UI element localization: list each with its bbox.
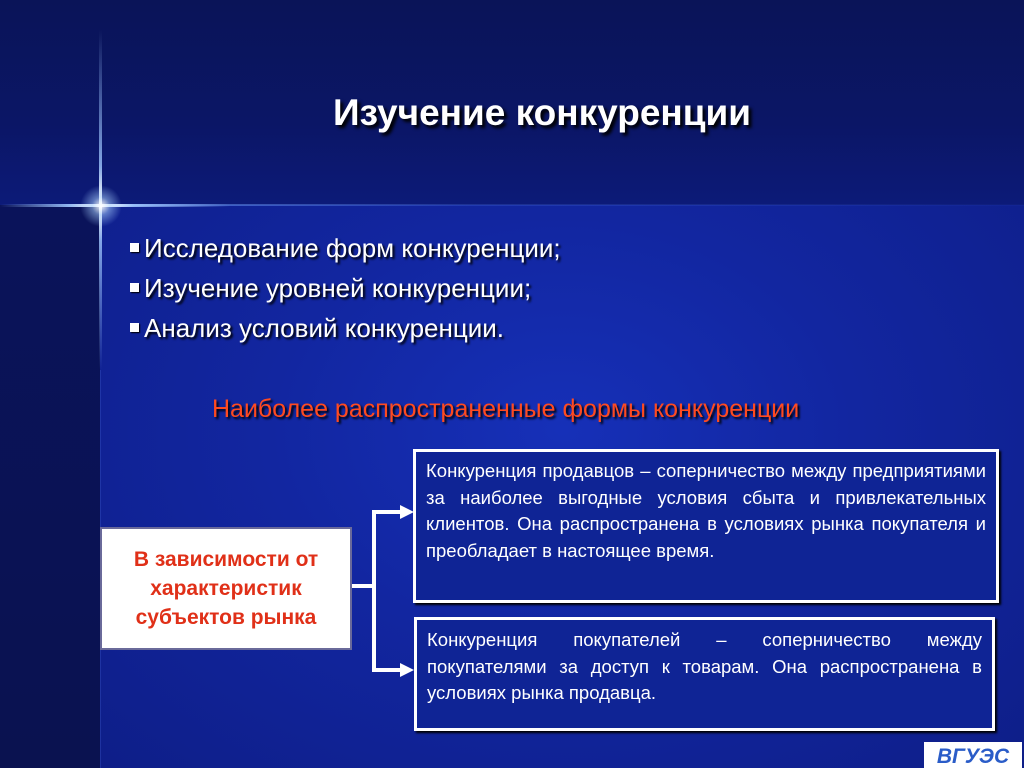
logo-text: ВГУЭС: [936, 745, 1010, 768]
bullet-square-icon: [130, 243, 139, 252]
bullet-item: [130, 308, 561, 348]
light-flare-star-icon: [80, 185, 122, 227]
bullet-square-icon: [130, 323, 139, 332]
section-subtitle: Наиболее распространенные формы конкуренции: [212, 395, 800, 423]
bullet-item: [130, 228, 561, 268]
background-left-strip: [0, 205, 100, 768]
bullet-text: Изучение уровней конкуренции;: [144, 273, 532, 303]
arrow-right-icon: [400, 505, 414, 519]
source-box-line: характеристик: [150, 577, 302, 600]
seller-competition-box: [413, 449, 999, 603]
source-box-line: В зависимости от: [133, 548, 319, 571]
buyer-competition-box: [414, 617, 995, 731]
university-logo: [924, 742, 1022, 768]
source-criteria-box: [100, 527, 352, 650]
branch-connector: [352, 500, 416, 682]
bullet-item: [130, 268, 561, 308]
arrow-right-icon: [400, 663, 414, 677]
slide-title: Изучение конкуренции: [332, 92, 751, 133]
buyer-competition-text: Конкуренция покупателей – соперничество между покупателями за доступ к товарам. Она распространена в условиях рынка продавца.: [427, 629, 982, 703]
bullet-list: [130, 228, 561, 348]
seller-competition-text: Конкуренция продавцов – соперничество между предприятиями за наиболее выгодные условия сбыта и привлекательных клиентов. Она распространена в условиях рынка покупателя и преобладает в настоящее время.: [426, 460, 986, 561]
bullet-text: Исследование форм конкуренции;: [144, 233, 561, 263]
bullet-square-icon: [130, 283, 139, 292]
horizontal-divider-line: [100, 204, 1024, 206]
bullet-text: Анализ условий конкуренции.: [144, 313, 505, 343]
source-box-line: субъектов рынка: [135, 606, 317, 629]
